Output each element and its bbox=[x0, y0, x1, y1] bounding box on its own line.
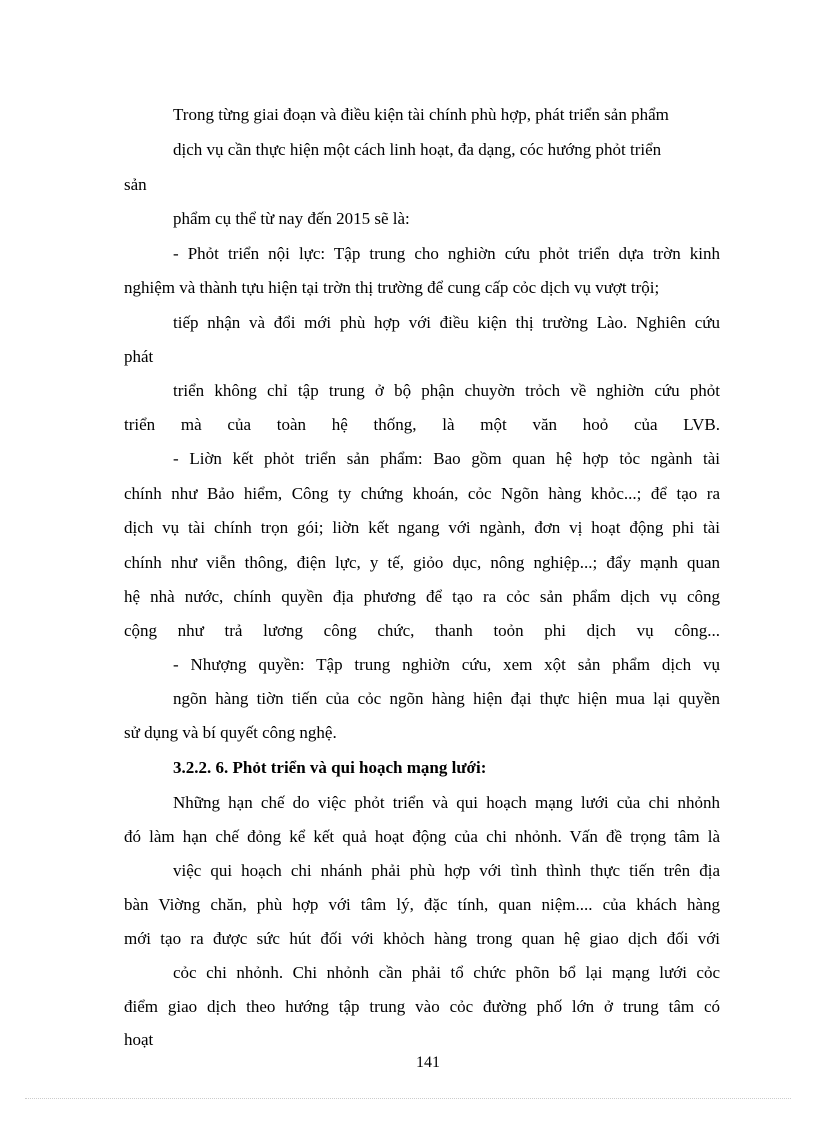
body-line: đó làm hạn chế đỏng kể kết quả hoạt động của chi nhỏnh. Vấn đề trọng tâm là bbox=[124, 827, 720, 846]
body-line: mới tạo ra được sức hút đối với khỏch hàng trong quan hệ giao dịch đối với bbox=[124, 929, 720, 948]
body-line: hoạt bbox=[124, 1030, 154, 1049]
body-line: tiếp nhận và đổi mới phù hợp với điều kiện thị trường Lào. Nghiên cứu bbox=[173, 313, 720, 332]
body-line: việc qui hoạch chi nhánh phải phù hợp với tình thình thực tiến trên địa bbox=[173, 861, 720, 880]
body-line: chính như viễn thông, điện lực, y tế, giỏo dục, nông nghiệp...; đẩy mạnh quan bbox=[124, 553, 720, 572]
body-line: Những hạn chế do việc phỏt triển và qui hoạch mạng lưới của chi nhỏnh bbox=[173, 793, 720, 812]
page-number: 141 bbox=[416, 1054, 440, 1071]
body-line: cỏc chi nhỏnh. Chi nhỏnh cần phải tổ chức phõn bổ lại mạng lưới cỏc bbox=[173, 963, 720, 982]
body-line: nghiệm và thành tựu hiện tại trờn thị trường để cung cấp cỏc dịch vụ vượt trội; bbox=[124, 278, 660, 297]
body-line: hệ nhà nước, chính quyền địa phương để tạo ra cỏc sản phẩm dịch vụ công bbox=[124, 587, 720, 606]
body-line: sử dụng và bí quyết công nghệ. bbox=[124, 723, 337, 742]
body-line: điểm giao dịch theo hướng tập trung vào cỏc đường phố lớn ở trung tâm có bbox=[124, 997, 720, 1016]
body-line: dịch vụ cần thực hiện một cách linh hoạt, đa dạng, cóc hướng phỏt triển bbox=[173, 140, 662, 159]
body-line: ngõn hàng tiờn tiến của cỏc ngõn hàng hiện đại thực hiện mua lại quyền bbox=[173, 689, 720, 708]
body-line: - Liờn kết phỏt triển sản phẩm: Bao gồm quan hệ hợp tỏc ngành tài bbox=[173, 449, 720, 468]
body-line: triển mà của toàn hệ thống, là một văn hoỏ của LVB. bbox=[124, 415, 720, 434]
body-line: Trong từng giai đoạn và điều kiện tài chính phù hợp, phát triển sản phẩm bbox=[173, 105, 669, 124]
body-line: sản bbox=[124, 175, 147, 194]
body-line: phẩm cụ thể từ nay đến 2015 sẽ là: bbox=[173, 209, 410, 228]
body-line: triển không chỉ tập trung ở bộ phận chuyờn trỏch về nghiờn cứu phỏt bbox=[173, 381, 720, 400]
body-line: cộng như trả lương công chức, thanh toỏn phi dịch vụ công... bbox=[124, 621, 720, 640]
body-line: phát bbox=[124, 347, 154, 366]
section-heading: 3.2.2. 6. Phỏt triển và qui hoạch mạng lưới: bbox=[173, 758, 487, 777]
body-line: - Nhượng quyền: Tập trung nghiờn cứu, xem xột sản phẩm dịch vụ bbox=[173, 655, 720, 674]
body-line: bàn Viờng chăn, phù hợp với tâm lý, đặc tính, quan niệm.... của khách hàng bbox=[124, 895, 720, 914]
body-line: chính như Bảo hiểm, Công ty chứng khoán, cỏc Ngõn hàng khỏc...; để tạo ra bbox=[124, 484, 720, 503]
body-line: - Phỏt triển nội lực: Tập trung cho nghiờn cứu phỏt triển dựa trờn kinh bbox=[173, 244, 720, 263]
page-bottom-divider bbox=[25, 1098, 791, 1099]
body-line: dịch vụ tài chính trọn gói; liờn kết ngang với ngành, đơn vị hoạt động phi tài bbox=[124, 518, 720, 537]
